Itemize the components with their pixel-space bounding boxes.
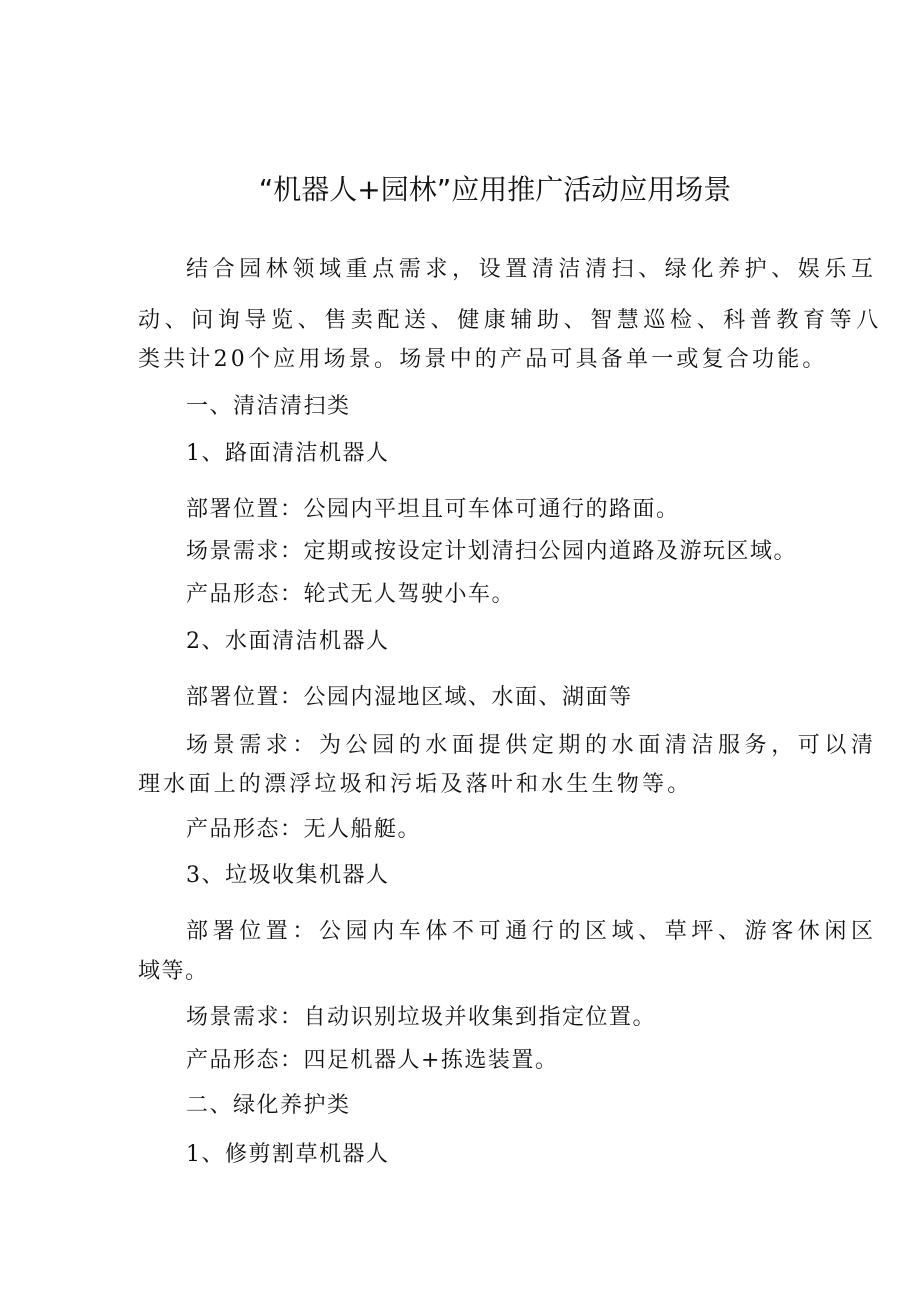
section-1-heading: 一、清洁清扫类 bbox=[186, 394, 351, 419]
item-1-2-heading: 2、水面清洁机器人 bbox=[186, 629, 390, 654]
intro-line-2: 动、问询导览、售卖配送、健康辅助、智慧巡检、科普教育等八 bbox=[138, 308, 883, 333]
item-1-1-form: 产品形态：轮式无人驾驶小车。 bbox=[186, 582, 516, 607]
item-1-3-heading: 3、垃圾收集机器人 bbox=[186, 863, 390, 888]
intro-line-3: 类共计20个应用场景。场景中的产品可具备单一或复合功能。 bbox=[138, 347, 828, 372]
item-2-1-heading: 1、修剪割草机器人 bbox=[186, 1142, 390, 1167]
section-2-heading: 二、绿化养护类 bbox=[186, 1093, 351, 1118]
item-1-2-demand-line-2: 理水面上的漂浮垃圾和污垢及落叶和水生生物等。 bbox=[138, 772, 693, 797]
item-1-3-demand: 场景需求：自动识别垃圾并收集到指定位置。 bbox=[186, 1005, 657, 1030]
intro-line-1: 结合园林领域重点需求，设置清洁清扫、绿化养护、娱乐互 bbox=[186, 257, 878, 282]
item-1-2-demand-line-1: 场景需求：为公园的水面提供定期的水面清洁服务，可以清 bbox=[186, 733, 878, 758]
item-1-1-location: 部署位置：公园内平坦且可车体可通行的路面。 bbox=[186, 497, 680, 522]
document-title: “机器人+园林”应用推广活动应用场景 bbox=[258, 173, 732, 206]
item-1-3-location-line-2: 域等。 bbox=[138, 959, 209, 984]
item-1-3-location-line-1: 部署位置：公园内车体不可通行的区域、草坪、游客休闲区 bbox=[186, 919, 878, 944]
item-1-1-demand: 场景需求：定期或按设定计划清扫公园内道路及游玩区域。 bbox=[186, 539, 798, 564]
item-1-2-form: 产品形态：无人船艇。 bbox=[186, 817, 422, 842]
item-1-2-location: 部署位置：公园内湿地区域、水面、湖面等 bbox=[186, 685, 633, 710]
item-1-3-form: 产品形态：四足机器人+拣选装置。 bbox=[186, 1048, 559, 1073]
item-1-1-heading: 1、路面清洁机器人 bbox=[186, 441, 390, 466]
